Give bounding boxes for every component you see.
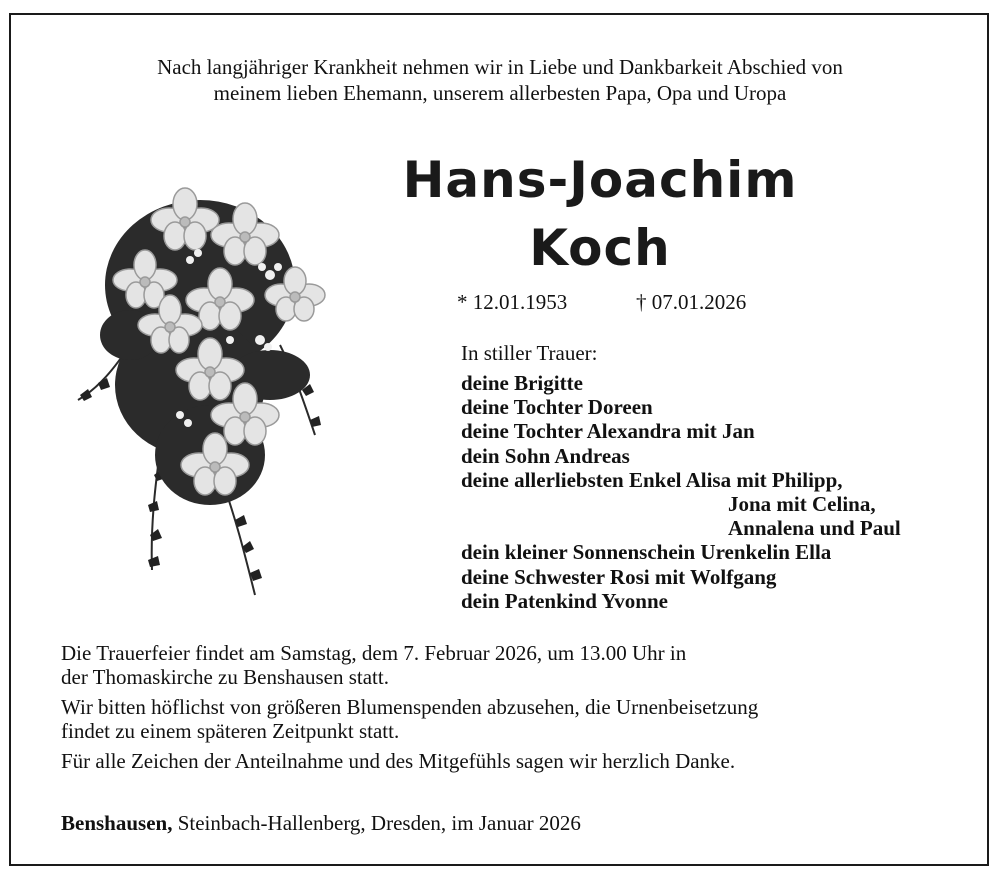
mourner-line: deine Tochter Doreen	[461, 395, 653, 420]
place-town: Benshausen,	[61, 811, 173, 835]
deceased-first-name: Hans-Joachim	[402, 151, 798, 209]
intro-line-2: meinem lieben Ehemann, unserem allerbesten Papa, Opa und Uropa	[213, 81, 787, 105]
orchid-bouquet-icon	[70, 175, 330, 605]
place-date-line	[61, 811, 581, 836]
mourner-line: dein Sohn Andreas	[461, 443, 630, 468]
mourner-line: deine Tochter Alexandra mit Jan	[461, 419, 755, 444]
ceremony-line-2: der Thomaskirche zu Benshausen statt.	[61, 665, 389, 689]
ceremony-notice	[61, 641, 941, 689]
mourning-heading: In stiller Trauer:	[461, 341, 598, 365]
mourner-line-continued: Jona mit Celina,	[728, 492, 876, 517]
deceased-last-name: Koch	[529, 219, 671, 277]
intro-text	[0, 54, 1000, 106]
thanks-notice: Für alle Zeichen der Anteilnahme und des Mitgefühls sagen wir herzlich Danke.	[61, 749, 736, 773]
mourner-line: deine Schwester Rosi mit Wolfgang	[461, 564, 777, 589]
birth-date: * 12.01.1953	[457, 290, 568, 314]
place-rest: Steinbach-Hallenberg, Dresden, im Januar 2026	[172, 811, 581, 835]
mourner-line-continued: Annalena und Paul	[728, 516, 901, 541]
mourners-list	[461, 371, 901, 613]
flowers-notice	[61, 695, 941, 743]
ceremony-line-1: Die Trauerfeier findet am Samstag, dem 7. Februar 2026, um 13.00 Uhr in	[61, 641, 687, 665]
flowers-line-2: findet zu einem späteren Zeitpunkt statt.	[61, 719, 400, 743]
intro-line-1: Nach langjähriger Krankheit nehmen wir in Liebe und Dankbarkeit Abschied von	[157, 55, 843, 79]
death-date: † 07.01.2026	[636, 290, 747, 314]
mourner-line: deine allerliebsten Enkel Alisa mit Philipp,	[461, 467, 843, 492]
flowers-line-1: Wir bitten höflichst von größeren Blumenspenden abzusehen, die Urnenbeisetzung	[61, 695, 759, 719]
mourner-line: dein kleiner Sonnenschein Urenkelin Ella	[461, 540, 832, 565]
mourner-line: dein Patenkind Yvonne	[461, 588, 668, 613]
mourner-line: deine Brigitte	[461, 371, 583, 395]
